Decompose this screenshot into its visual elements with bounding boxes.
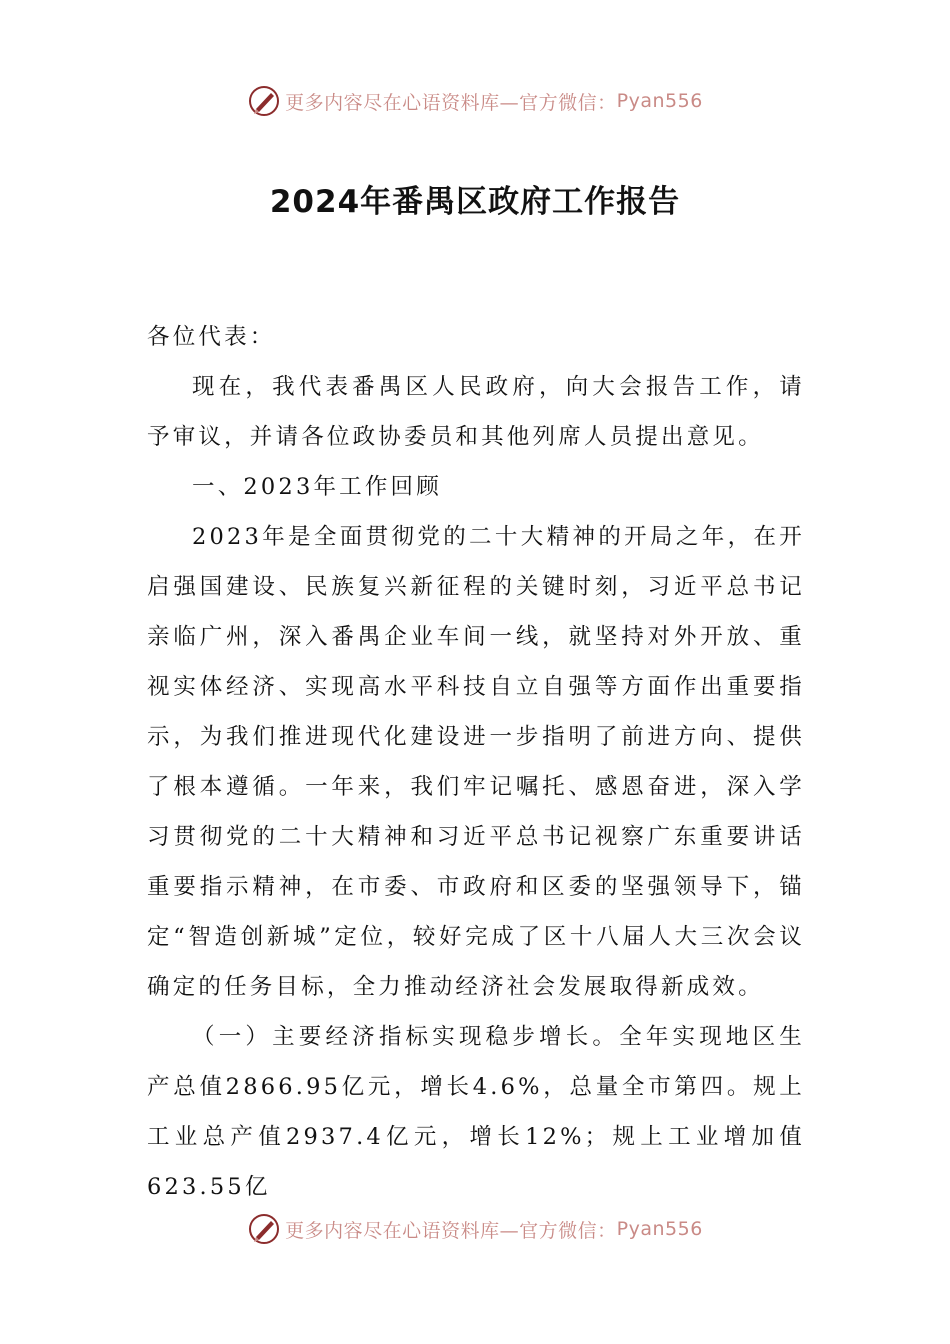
paragraph: 2023年是全面贯彻党的二十大精神的开局之年，在开启强国建设、民族复兴新征程的关键时刻，习近平总书记亲临广州，深入番禺企业车间一线，就坚持对外开放、重视实体经济、实现高水平科技自立自强等方面作出重要指示，为我们推进现代化建设进一步指明了前进方向、提供了根本遵循。一年来，我们牢记嘱托、感恩奋进，深入学习贯彻党的二十大精神和习近平总书记视察广东重要讲话重要指示精神，在市委、市政府和区委的坚强领导下，锚定“智造创新城”定位，较好完成了区十八届人大三次会议确定的任务目标，全力推动经济社会发展取得新成效。: [147, 524, 805, 1000]
salutation: 各位代表：: [147, 324, 276, 350]
watermark-handle: Pyan556: [616, 90, 703, 112]
section-heading: 一、2023年工作回顾: [192, 474, 442, 500]
watermark-header: [0, 84, 950, 118]
paragraph: 现在，我代表番禺区人民政府，向大会报告工作，请予审议，并请各位政协委员和其他列席人员提出意见。: [147, 374, 805, 450]
watermark-text: 更多内容尽在心语资料库—官方微信：: [285, 91, 617, 114]
document-title: 2024年番禺区政府工作报告: [269, 184, 681, 220]
watermark-footer: [0, 1212, 950, 1246]
watermark-handle: Pyan556: [616, 1218, 703, 1240]
document-body: [147, 312, 805, 1212]
paragraph: （一）主要经济指标实现稳步增长。全年实现地区生产总值2866.95亿元，增长4.6%，总量全市第四。规上工业总产值2937.4亿元，增长12%；规上工业增加值623.55亿: [147, 1024, 805, 1200]
pen-logo-icon: [247, 1212, 281, 1246]
pen-logo-icon: [247, 84, 281, 118]
watermark-text: 更多内容尽在心语资料库—官方微信：: [285, 1219, 617, 1242]
